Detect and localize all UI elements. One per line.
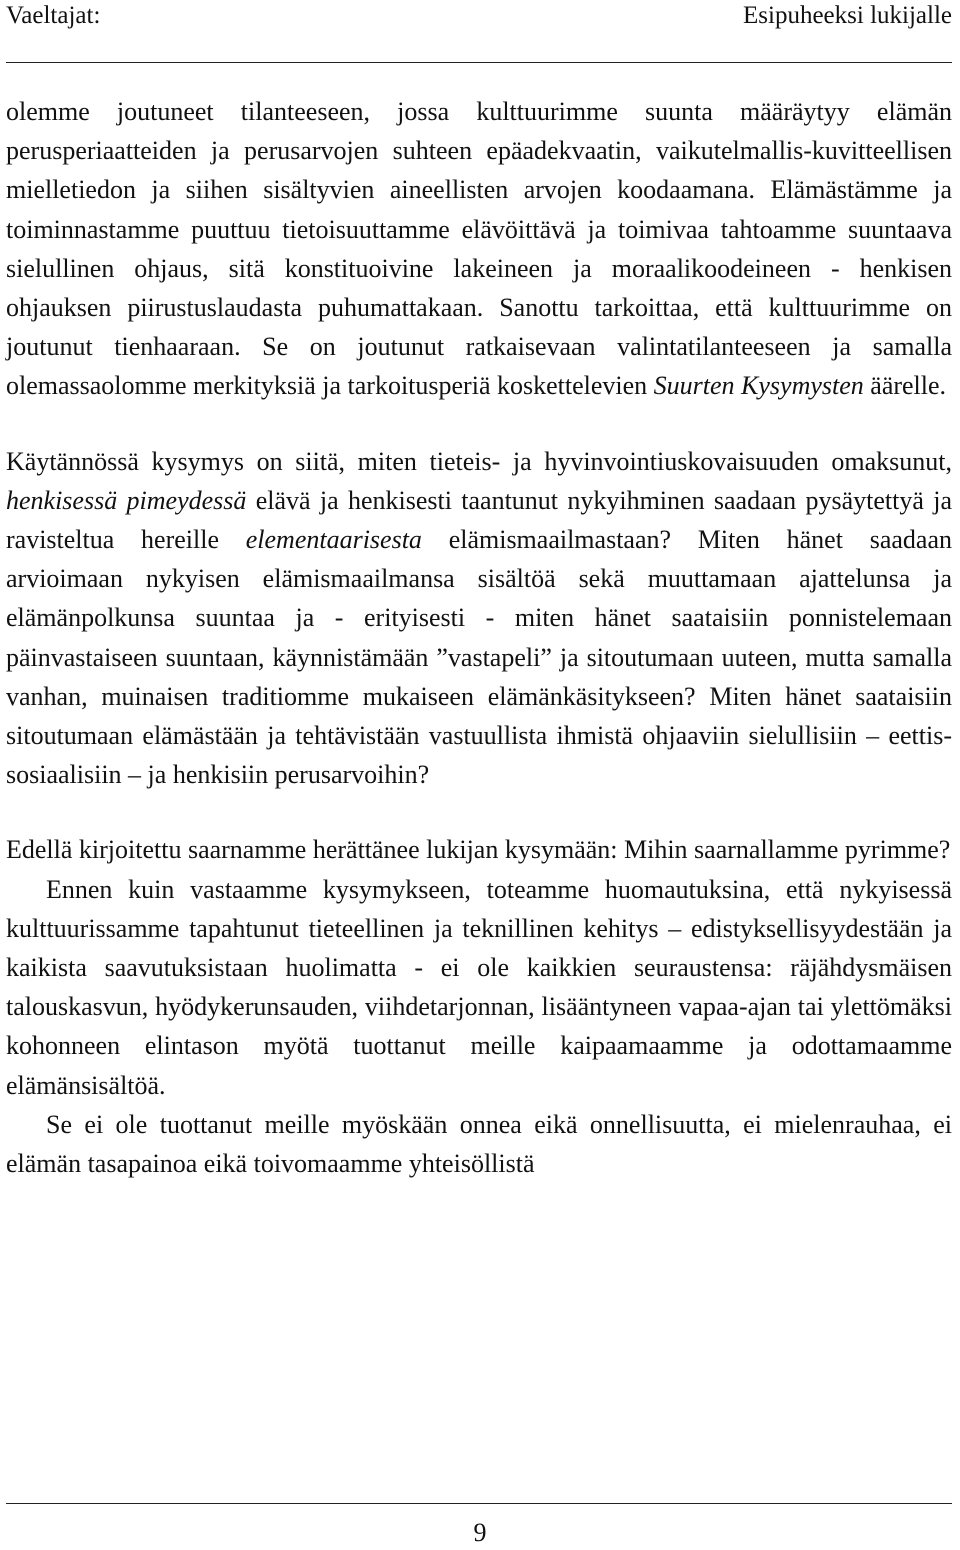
paragraph-2-emphasis-a: henkisessä pimeydessä: [6, 485, 247, 515]
header-right-title: Esipuheeksi lukijalle: [743, 2, 952, 29]
paragraph-5: Se ei ole tuottanut meille myöskään onnea eikä onnellisuutta, ei mielenrauhaa, ei elämän tasapainoa eikä toivomaamme yhteisöllistä: [6, 1109, 952, 1179]
page-number: 9: [473, 1518, 487, 1547]
footer-rule: [6, 1503, 952, 1504]
page-body: [6, 92, 952, 1183]
paragraph-1-end: äärelle.: [863, 371, 947, 401]
paragraph-1-text: olemme joutuneet tilanteeseen, jossa kulttuurimme suunta määräytyy elämän perusperiaatteiden ja perusarvojen suhteen epäadekvaatin, vaikutelmallis-kuvitteellisen mielletiedon ja siihen sisältyvien aineellisten arvojen koodaamana. Elämästämme ja toiminnastamme puuttuu tietoisuuttamme elävöittävä ja toimivaa tahtoamme suuntaava sielullinen ohjaus, sitä konstituoivine lakeineen ja moraalikoodeineen - henkisen ohjauksen piirustuslaudasta puhumattakaan. Sanottu tarkoittaa, että kulttuurimme on joutunut tienhaaraan. Se on joutunut ratkaisevaan valintatilanteeseen ja samalla olemassaolomme merkityksiä ja tarkoitusperiä koskettelevien: [6, 97, 952, 401]
paragraph-1: [6, 92, 952, 406]
running-header: [6, 0, 952, 34]
header-rule: [6, 62, 952, 63]
paragraph-4: Ennen kuin vastaamme kysymykseen, toteamme huomautuksina, että nykyisessä kulttuurissamme tapahtunut tieteellinen ja teknillinen kehitys – edistyksellisyydestään ja kaikista saavutuksistaan huolimatta - ei ole kaikkien seuraustensa: räjähdysmäisen talouskasvun, hyödykerunsauden, viihdetarjonnan, lisääntyneen vapaa-ajan tai ylettömäksi kohonneen elintason myötä tuottanut meille kaipaamaamme ja odottamaamme elämänsisältöä.: [6, 874, 952, 1100]
paragraph-1-emphasis: Suurten Kysymysten: [653, 371, 864, 401]
paragraph-2-text-c: elämismaailmastaan? Miten hänet saadaan arvioimaan nykyisen elämismaailmansa sisältöä sekä muuttamaan ajattelunsa ja elämänpolkunsa suuntaa ja - erityisesti - miten hänet saataisiin ponnistelemaan päinvastaiseen suuntaan, käynnistämään ”vastapeli” ja sitoutumaan uuteen, mutta samalla vanhan, muinaisen traditiomme mukaiseen elämänkäsitykseen? Miten hänet saataisiin sitoutumaan elämästään ja tehtävistään vastuullista ihmistä ohjaaviin sielullisiin – eettis-sosiaalisiin – ja henkisiin perusarvoihin?: [6, 525, 952, 790]
paragraph-2-emphasis-b: elementaarisesta: [245, 525, 422, 555]
paragraph-2-text-b: elävä ja henkisesti taantunut nykyihminen saadaan pysäytettyä ja ravisteltua hereille: [6, 485, 952, 555]
paragraph-2-text-a: Käytännössä kysymys on siitä, miten tieteis- ja hyvinvointiuskovaisuuden omaksunut,: [6, 446, 952, 476]
paragraph-3: Edellä kirjoitettu saarnamme herättänee lukijan kysymään: Mihin saarnallamme pyrimme?: [6, 835, 951, 865]
header-left-title: Vaeltajat:: [6, 2, 101, 29]
paragraph-2: [6, 442, 952, 795]
